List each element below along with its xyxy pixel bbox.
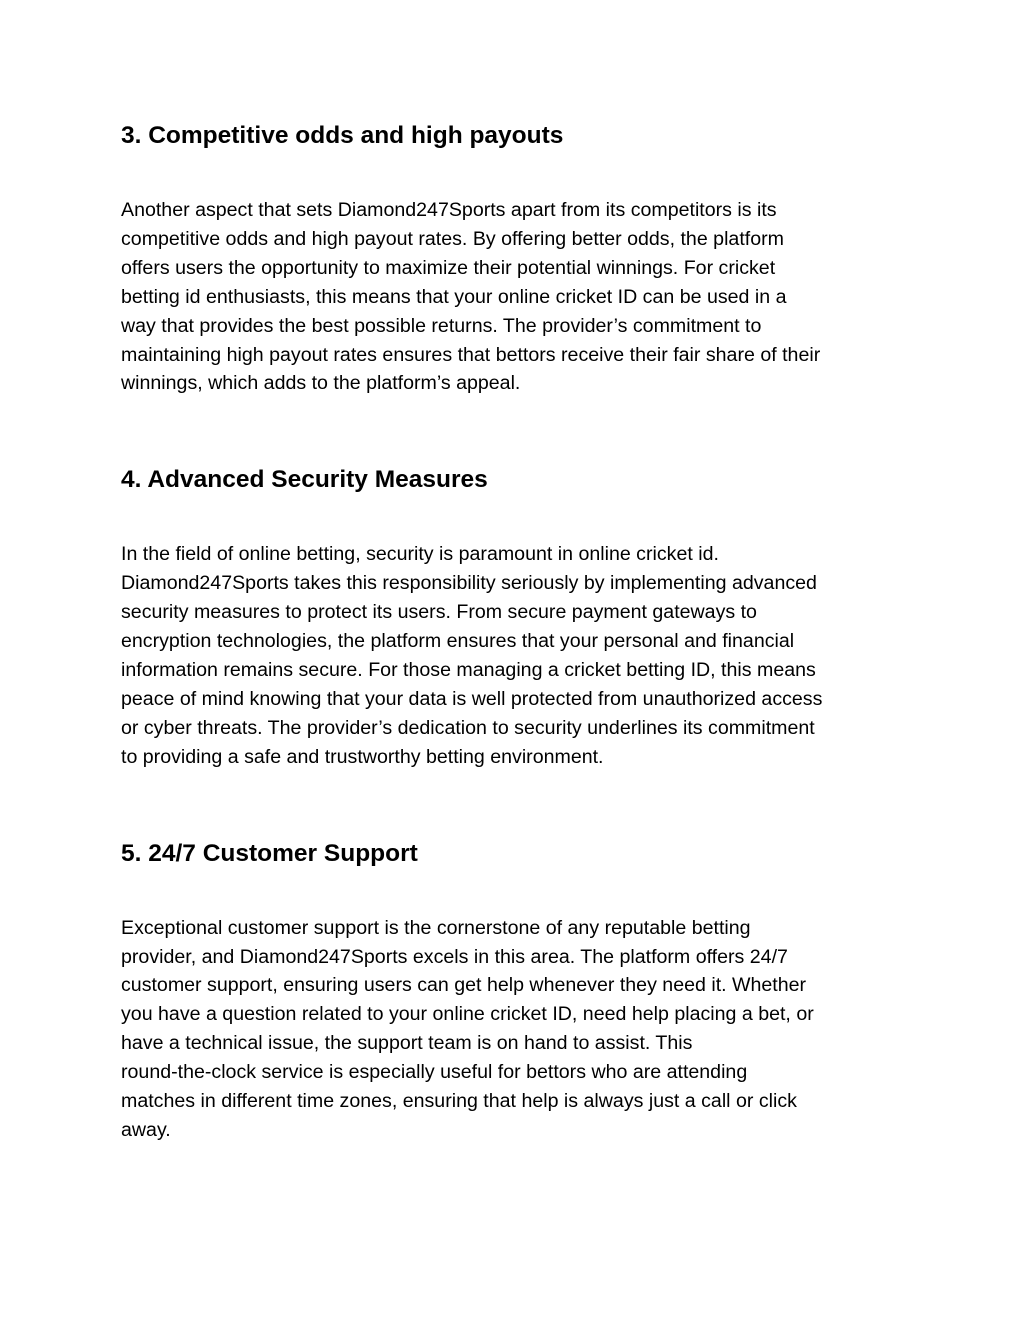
section-heading: 5. 24/7 Customer Support bbox=[121, 839, 418, 867]
text-line: competitive odds and high payout rates. By offering better odds, the platform bbox=[121, 227, 784, 250]
section-paragraph bbox=[121, 540, 911, 771]
text-line: or cyber threats. The provider’s dedication to security underlines its commitment bbox=[121, 716, 815, 739]
text-line: away. bbox=[121, 1118, 171, 1141]
text-line: peace of mind knowing that your data is well protected from unauthorized access bbox=[121, 687, 823, 710]
text-line: round-the-clock service is especially useful for bettors who are attending bbox=[121, 1061, 748, 1084]
text-line: Exceptional customer support is the cornerstone of any reputable betting bbox=[121, 916, 751, 939]
text-line: to providing a safe and trustworthy betting environment. bbox=[121, 745, 604, 768]
section-customer-support bbox=[121, 836, 911, 1145]
text-line: information remains secure. For those managing a cricket betting ID, this means bbox=[121, 658, 816, 681]
text-line: maintaining high payout rates ensures that bettors receive their fair share of their bbox=[121, 343, 821, 366]
text-line: you have a question related to your online cricket ID, need help placing a bet, or bbox=[121, 1003, 814, 1026]
text-line: way that provides the best possible returns. The provider’s commitment to bbox=[121, 314, 762, 337]
section-heading: 3. Competitive odds and high payouts bbox=[121, 122, 564, 149]
text-line: Diamond247Sports takes this responsibility seriously by implementing advanced bbox=[121, 572, 817, 595]
section-heading: 4. Advanced Security Measures bbox=[121, 466, 488, 494]
text-line: winnings, which adds to the platform’s appeal. bbox=[121, 372, 521, 395]
text-line: matches in different time zones, ensuring that help is always just a call or click bbox=[121, 1090, 797, 1113]
text-line: offers users the opportunity to maximize their potential winnings. For cricket bbox=[121, 256, 776, 279]
section-paragraph bbox=[121, 196, 911, 398]
text-line: customer support, ensuring users can get help whenever they need it. Whether bbox=[121, 974, 807, 997]
text-line: betting id enthusiasts, this means that your online cricket ID can be used in a bbox=[121, 285, 787, 308]
section-competitive-odds bbox=[121, 118, 911, 398]
text-line: have a technical issue, the support team is on hand to assist. This bbox=[121, 1032, 693, 1055]
section-paragraph bbox=[121, 914, 911, 1145]
text-line: In the field of online betting, security is paramount in online cricket id. bbox=[121, 543, 719, 566]
text-line: encryption technologies, the platform ensures that your personal and financial bbox=[121, 630, 795, 653]
text-line: security measures to protect its users. From secure payment gateways to bbox=[121, 601, 757, 624]
section-security-measures bbox=[121, 462, 911, 771]
text-line: provider, and Diamond247Sports excels in this area. The platform offers 24/7 bbox=[121, 945, 788, 968]
document-content bbox=[121, 118, 911, 1145]
text-line: Another aspect that sets Diamond247Sports apart from its competitors is its bbox=[121, 199, 777, 221]
